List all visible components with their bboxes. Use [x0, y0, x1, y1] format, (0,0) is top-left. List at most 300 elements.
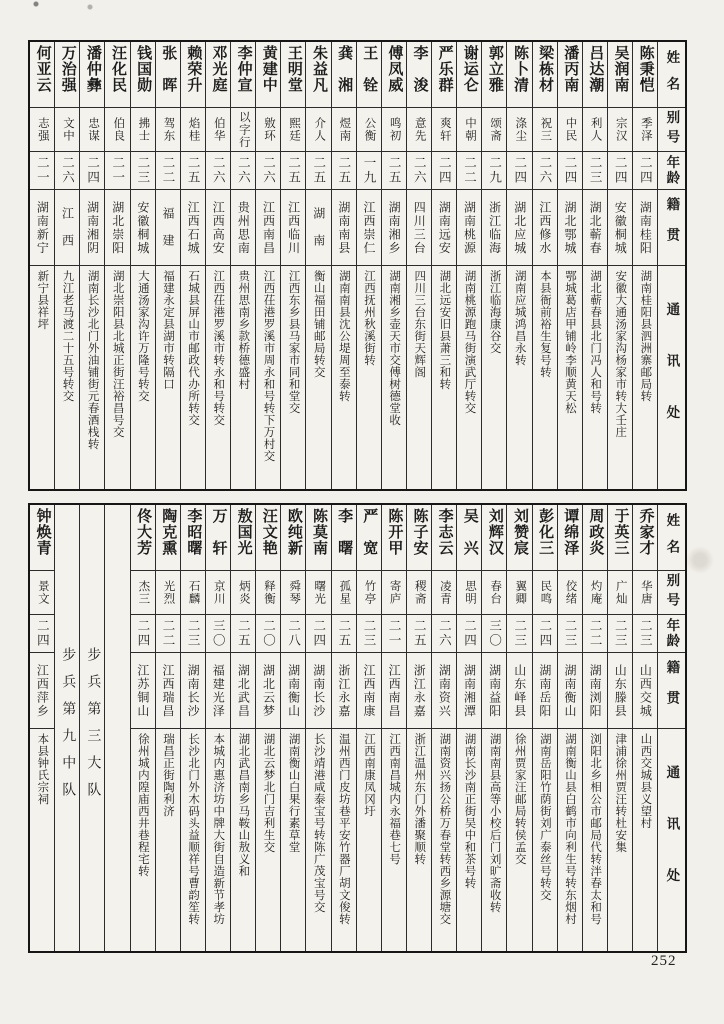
alias-cell: 拂士: [131, 108, 155, 152]
alias-cell: 灼庵: [583, 571, 607, 615]
directory-table-top: [28, 40, 687, 491]
alias-cell: 思明: [457, 571, 481, 615]
address-cell: 浏阳北乡相公市邮局代转泮春太和号: [589, 733, 602, 925]
alias-cell: 志强: [30, 108, 54, 152]
alias-cell: 伯良: [105, 108, 129, 152]
row-label-name: 姓名: [658, 505, 685, 571]
address-cell: 瑞昌正街陶利济: [161, 733, 174, 817]
person-column: [281, 505, 306, 951]
name-cell: 钱国勋: [131, 42, 155, 108]
origin-cell: 湖南南县: [332, 190, 356, 266]
age-cell: 二五: [281, 152, 305, 190]
origin-cell: 湖南岳阳: [533, 653, 557, 729]
alias-cell: 爽轩: [432, 108, 456, 152]
address-cell: 江西茌港罗溪市转永和号转交: [212, 270, 225, 426]
age-cell: 二一: [30, 152, 54, 190]
origin-cell: 湖 南: [306, 190, 330, 266]
alias-cell: 竹亭: [357, 571, 381, 615]
origin-cell: 山东滕县: [608, 653, 632, 729]
alias-cell: 公衡: [357, 108, 381, 152]
address-cell: 湖北远安旧县萧三和转: [438, 270, 451, 390]
person-column: [156, 42, 181, 489]
alias-cell: 煜南: [332, 108, 356, 152]
address-cell: 九江老马渡二十五号转交: [61, 270, 74, 402]
person-column: [131, 42, 156, 489]
row-label-address: 通讯处: [664, 302, 680, 457]
row-label-origin: 籍贯: [658, 653, 685, 729]
address-cell: 湖南南县沈公堤周至泰转: [337, 270, 350, 402]
age-cell: 二六: [231, 152, 255, 190]
person-column: [633, 42, 658, 489]
name-cell: 汪文艳: [256, 505, 280, 571]
origin-cell: 浙江永嘉: [332, 653, 356, 729]
origin-cell: 湖南桃源: [457, 190, 481, 266]
age-cell: 二一: [382, 615, 406, 653]
directory-table-bottom: [28, 503, 687, 953]
alias-cell: 涤尘: [507, 108, 531, 152]
alias-cell: 稷斋: [407, 571, 431, 615]
name-cell: 吴润南: [608, 42, 632, 108]
person-column: [633, 505, 658, 951]
name-cell: 何亚云: [30, 42, 54, 108]
age-cell: 二五: [407, 615, 431, 653]
age-cell: 二四: [507, 152, 531, 190]
address-cell: 湖南衡山县白鹤市向利生号转东烟村: [563, 733, 576, 925]
row-label-age: 年龄: [658, 152, 685, 190]
origin-cell: 江西高安: [206, 190, 230, 266]
origin-cell: 湖南远安: [432, 190, 456, 266]
origin-cell: 四川三台: [407, 190, 431, 266]
name-cell: 陈卜清: [507, 42, 531, 108]
alias-cell: 寄庐: [382, 571, 406, 615]
origin-cell: 湖南衡山: [281, 653, 305, 729]
person-column: [131, 505, 156, 951]
origin-cell: 江西南昌: [382, 653, 406, 729]
age-cell: 二一: [105, 152, 129, 190]
alias-cell: 广灿: [608, 571, 632, 615]
alias-cell: 孤星: [332, 571, 356, 615]
address-cell: 湖南桂阳县泗洲寨邮局转: [639, 270, 652, 402]
alias-cell: 颂斋: [482, 108, 506, 152]
name-cell: 邓光庭: [206, 42, 230, 108]
age-cell: 三〇: [206, 615, 230, 653]
person-column: [407, 42, 432, 489]
empty-cell: [105, 505, 129, 951]
origin-cell: 福 建: [156, 190, 180, 266]
address-cell: 本城内惠济坊中牌大街自造新节孝坊: [212, 733, 225, 925]
age-cell: 二三: [558, 615, 582, 653]
origin-cell: 湖北蕲春: [583, 190, 607, 266]
person-column: [357, 42, 382, 489]
person-column: [156, 505, 181, 951]
origin-cell: 江苏铜山: [131, 653, 155, 729]
name-cell: 彭化三: [533, 505, 557, 571]
origin-cell: 湖南长沙: [181, 653, 205, 729]
address-cell: 本县衙前裕生复号转: [538, 270, 551, 378]
name-cell: 欧纯新: [281, 505, 305, 571]
name-cell: 潘仲彝: [80, 42, 104, 108]
address-cell: 湖南应城鸿昌永转: [513, 270, 526, 366]
alias-cell: 中民: [558, 108, 582, 152]
name-cell: 李 浚: [407, 42, 431, 108]
origin-cell: 山西交城: [633, 653, 657, 729]
address-cell: 湖南桃源跑马街演武厅转交: [463, 270, 476, 414]
age-cell: 二五: [181, 152, 205, 190]
alias-cell: 翼卿: [507, 571, 531, 615]
address-cell: 衡山福田铺邮局转交: [312, 270, 325, 378]
name-cell: 张 晖: [156, 42, 180, 108]
origin-cell: 江西瑞昌: [156, 653, 180, 729]
alias-cell: 石麟: [181, 571, 205, 615]
address-cell: 湖南衡山白果行素草堂: [287, 733, 300, 853]
row-label-origin: 籍贯: [658, 190, 685, 266]
alias-cell: 舜琴: [281, 571, 305, 615]
name-cell: 刘赞宸: [507, 505, 531, 571]
name-cell: 陈开甲: [382, 505, 406, 571]
address-cell: 贵州思南乡款桥德盛村: [237, 270, 250, 390]
person-column: [583, 505, 608, 951]
person-column: [55, 42, 80, 489]
alias-cell: 光烈: [156, 571, 180, 615]
address-cell: 江西东乡县马家市同和堂交: [287, 270, 300, 414]
name-cell: 黄建中: [256, 42, 280, 108]
name-cell: 李志云: [432, 505, 456, 571]
alias-cell: 忠谋: [80, 108, 104, 152]
name-cell: 谢运仑: [457, 42, 481, 108]
alias-cell: 伯华: [206, 108, 230, 152]
name-cell: 梁栋材: [533, 42, 557, 108]
age-cell: 二三: [131, 152, 155, 190]
row-labels-column: [658, 42, 685, 489]
person-column: [306, 42, 331, 489]
age-cell: 三〇: [482, 615, 506, 653]
origin-cell: 湖南衡山: [558, 653, 582, 729]
age-cell: 二四: [432, 152, 456, 190]
age-cell: 二二: [583, 615, 607, 653]
alias-cell: 杰三: [131, 571, 155, 615]
origin-cell: 江西临川: [281, 190, 305, 266]
alias-cell: 释衡: [256, 571, 280, 615]
origin-cell: 江西南昌: [256, 190, 280, 266]
address-cell: 鄂城葛店甲铺岭李顺黄天松: [563, 270, 576, 414]
origin-cell: 山东峄县: [507, 653, 531, 729]
person-column: [432, 505, 457, 951]
alias-cell: 景文: [30, 571, 54, 615]
origin-cell: 江西萍乡: [30, 653, 54, 729]
row-label-alias: 别号: [658, 108, 685, 152]
person-column: [256, 505, 281, 951]
address-cell: 湖南长沙南正街吴中和茶号转: [463, 733, 476, 889]
person-column: [181, 42, 206, 489]
address-cell: 江西抚州秋溪街转: [362, 270, 375, 366]
origin-cell: 贵州思南: [231, 190, 255, 266]
age-cell: 二三: [507, 615, 531, 653]
person-column: [407, 505, 432, 951]
person-column: [105, 42, 130, 489]
age-cell: 二八: [281, 615, 305, 653]
alias-cell: 介人: [306, 108, 330, 152]
name-cell: 郭立雅: [482, 42, 506, 108]
age-cell: 二六: [256, 152, 280, 190]
age-cell: 二〇: [256, 615, 280, 653]
person-column: [482, 505, 507, 951]
address-cell: 长沙北门外木码头益顺祥号曹韵笙转: [187, 733, 200, 925]
alias-cell: 敫环: [256, 108, 280, 152]
person-column: [507, 42, 532, 489]
person-column: [357, 505, 382, 951]
alias-cell: 曙光: [306, 571, 330, 615]
origin-cell: 浙江临海: [482, 190, 506, 266]
person-column: [281, 42, 306, 489]
origin-cell: 湖南资兴: [432, 653, 456, 729]
name-cell: 万治强: [55, 42, 79, 108]
person-column: [382, 42, 407, 489]
person-column: [432, 42, 457, 489]
address-cell: 温州西门皮坊巷平安竹器厂胡文俊转: [337, 733, 350, 925]
person-column: [30, 505, 55, 951]
name-cell: 陈子安: [407, 505, 431, 571]
unit-column: [55, 505, 80, 951]
name-cell: 于英三: [608, 505, 632, 571]
empty-column: [105, 505, 130, 951]
name-cell: 陈秉恺: [633, 42, 657, 108]
alias-cell: 鸣初: [382, 108, 406, 152]
address-cell: 江西茌港罗溪市周永和号转下万村交: [262, 270, 275, 462]
age-cell: 二四: [633, 152, 657, 190]
person-column: [583, 42, 608, 489]
name-cell: 李 曙: [332, 505, 356, 571]
person-column: [457, 42, 482, 489]
address-cell: 福建永定县湖市转隔口: [161, 270, 174, 390]
person-column: [30, 42, 55, 489]
origin-cell: 湖北云梦: [256, 653, 280, 729]
name-cell: 龚 湘: [332, 42, 356, 108]
row-labels-column: [658, 505, 685, 951]
address-cell: 徐州城内隍庙西井巷程宅转: [136, 733, 149, 877]
name-cell: 汪化民: [105, 42, 129, 108]
origin-cell: 浙江永嘉: [407, 653, 431, 729]
age-cell: 二二: [156, 615, 180, 653]
address-cell: 江西南康凤冈圩: [362, 733, 375, 817]
name-cell: 王明堂: [281, 42, 305, 108]
origin-cell: 江西南康: [357, 653, 381, 729]
address-cell: 湖南资兴扬公桥万春堂转西乡源塘交: [438, 733, 451, 925]
person-column: [533, 42, 558, 489]
address-cell: 石城县屏山市邮政代办所转交: [187, 270, 200, 426]
age-cell: 二六: [533, 152, 557, 190]
alias-cell: 民鸣: [533, 571, 557, 615]
age-cell: 二六: [407, 152, 431, 190]
alias-cell: 佼绪: [558, 571, 582, 615]
age-cell: 二五: [332, 615, 356, 653]
alias-cell: 驾东: [156, 108, 180, 152]
alias-cell: 以字行: [231, 108, 255, 152]
origin-cell: 湖南益阳: [482, 653, 506, 729]
name-cell: 周政炎: [583, 505, 607, 571]
address-cell: 浙江临海康谷交: [488, 270, 501, 354]
person-column: [231, 42, 256, 489]
age-cell: 二五: [382, 152, 406, 190]
person-column: [558, 505, 583, 951]
person-column: [231, 505, 256, 951]
origin-cell: 湖北应城: [507, 190, 531, 266]
page-number: 252: [651, 953, 677, 969]
age-cell: 二三: [633, 615, 657, 653]
alias-cell: 意先: [407, 108, 431, 152]
name-cell: 傅凤威: [382, 42, 406, 108]
age-cell: 二五: [332, 152, 356, 190]
address-cell: 大通汤家沟许万隆号转交: [136, 270, 149, 402]
person-column: [382, 505, 407, 951]
age-cell: 二三: [608, 615, 632, 653]
alias-cell: 祝三: [533, 108, 557, 152]
age-cell: 二九: [482, 152, 506, 190]
age-cell: 二五: [306, 152, 330, 190]
alias-cell: 焰桂: [181, 108, 205, 152]
row-label-age: 年龄: [658, 615, 685, 653]
address-cell: 浙江温州东门外潘聚顺转: [413, 733, 426, 865]
alias-cell: 春台: [482, 571, 506, 615]
person-column: [181, 505, 206, 951]
alias-cell: 华唐: [633, 571, 657, 615]
age-cell: 二六: [206, 152, 230, 190]
address-cell: 湖南长沙北门外油铺街元春酒栈转: [86, 270, 99, 450]
address-cell: 山西交城县义望村: [639, 733, 652, 829]
person-column: [482, 42, 507, 489]
origin-cell: 湖南新宁: [30, 190, 54, 266]
person-column: [608, 42, 633, 489]
unit-label-cell: 步兵第九中队: [60, 647, 76, 809]
person-column: [457, 505, 482, 951]
age-cell: 二四: [306, 615, 330, 653]
address-cell: 新宁县祥坪: [36, 270, 49, 330]
person-column: [206, 505, 231, 951]
origin-cell: 安徽桐城: [608, 190, 632, 266]
name-cell: 佟大芳: [131, 505, 155, 571]
address-cell: 安徽大通汤家沟杨家市转大壬庄: [614, 270, 627, 438]
alias-cell: 炳炎: [231, 571, 255, 615]
name-cell: 李仲宣: [231, 42, 255, 108]
origin-cell: 湖南湘潭: [457, 653, 481, 729]
person-column: [306, 505, 331, 951]
age-cell: 二四: [608, 152, 632, 190]
name-cell: 吴 兴: [457, 505, 481, 571]
name-cell: 谭绵泽: [558, 505, 582, 571]
age-cell: 二二: [156, 152, 180, 190]
name-cell: 王 铨: [357, 42, 381, 108]
address-cell: 津浦徐州贾汪转杜安集: [614, 733, 627, 853]
name-cell: 朱益凡: [306, 42, 330, 108]
origin-cell: 湖南湘阴: [80, 190, 104, 266]
age-cell: 二三: [583, 152, 607, 190]
address-cell: 徐州贾家汪邮局转侯孟交: [513, 733, 526, 865]
row-label-address: 通讯处: [664, 764, 680, 920]
address-cell: 长沙靖港咸泰宝号转陈广茂宝号交: [312, 733, 325, 913]
name-cell: 乔家才: [633, 505, 657, 571]
origin-cell: 福建光泽: [206, 653, 230, 729]
origin-cell: 江西修水: [533, 190, 557, 266]
origin-cell: 湖北武昌: [231, 653, 255, 729]
origin-cell: 湖北鄂城: [558, 190, 582, 266]
age-cell: 二四: [30, 615, 54, 653]
name-cell: 钟焕青: [30, 505, 54, 571]
age-cell: 一九: [357, 152, 381, 190]
age-cell: 二四: [558, 152, 582, 190]
address-cell: 湖南南县高等小校后门刘旷斋收转: [488, 733, 501, 913]
name-cell: 潘丙南: [558, 42, 582, 108]
origin-cell: 湖南长沙: [306, 653, 330, 729]
name-cell: 万 轩: [206, 505, 230, 571]
age-cell: 二四: [533, 615, 557, 653]
person-column: [533, 505, 558, 951]
name-cell: 吕达潮: [583, 42, 607, 108]
alias-cell: 季泽: [633, 108, 657, 152]
person-column: [206, 42, 231, 489]
alias-cell: 文中: [55, 108, 79, 152]
address-cell: 本县钟氏宗祠: [36, 733, 49, 805]
age-cell: 二三: [181, 615, 205, 653]
address-cell: 湖北崇阳县北城正街汪裕昌号交: [111, 270, 124, 438]
name-cell: 严乐群: [432, 42, 456, 108]
origin-cell: 安徽桐城: [131, 190, 155, 266]
alias-cell: 中朝: [457, 108, 481, 152]
row-label-name: 姓名: [658, 42, 685, 108]
name-cell: 刘辉汉: [482, 505, 506, 571]
alias-cell: 宗汉: [608, 108, 632, 152]
person-column: [256, 42, 281, 489]
name-cell: 李昭曙: [181, 505, 205, 571]
age-cell: 二二: [457, 152, 481, 190]
age-cell: 二四: [80, 152, 104, 190]
person-column: [332, 505, 357, 951]
alias-cell: 利人: [583, 108, 607, 152]
person-column: [558, 42, 583, 489]
alias-cell: 凌青: [432, 571, 456, 615]
row-label-alias: 别号: [658, 571, 685, 615]
age-cell: 二六: [55, 152, 79, 190]
address-cell: 湖北武昌南乡马鞍山敖义和: [237, 733, 250, 877]
origin-cell: 江西崇仁: [357, 190, 381, 266]
origin-cell: 江 西: [55, 190, 79, 266]
address-cell: 四川三台东街天辉阁: [413, 270, 426, 378]
age-cell: 二五: [231, 615, 255, 653]
name-cell: 陈莫南: [306, 505, 330, 571]
address-cell: 湖北蕲春县北门冯人和号转: [589, 270, 602, 414]
address-cell: 湖南岳阳竹荫街刘广泰丝号转交: [538, 733, 551, 901]
origin-cell: 湖南浏阳: [583, 653, 607, 729]
origin-cell: 江西石城: [181, 190, 205, 266]
unit-column: [80, 505, 105, 951]
age-cell: 二四: [131, 615, 155, 653]
person-column: [608, 505, 633, 951]
person-column: [507, 505, 532, 951]
origin-cell: 湖南湘乡: [382, 190, 406, 266]
address-cell: 湖南湘乡壶天市交傅树德堂收: [388, 270, 401, 426]
alias-cell: 熙廷: [281, 108, 305, 152]
person-column: [332, 42, 357, 489]
address-cell: 江西南昌城内永福巷七号: [388, 733, 401, 865]
person-column: [80, 42, 105, 489]
age-cell: 二四: [457, 615, 481, 653]
age-cell: 二三: [357, 615, 381, 653]
origin-cell: 湖北崇阳: [105, 190, 129, 266]
name-cell: 陶克熏: [156, 505, 180, 571]
unit-label-cell: 步兵第三大队: [85, 647, 101, 809]
name-cell: 敖国光: [231, 505, 255, 571]
name-cell: 赖荣升: [181, 42, 205, 108]
address-cell: 湖北云梦北门吉利生交: [262, 733, 275, 853]
name-cell: 严 宽: [357, 505, 381, 571]
